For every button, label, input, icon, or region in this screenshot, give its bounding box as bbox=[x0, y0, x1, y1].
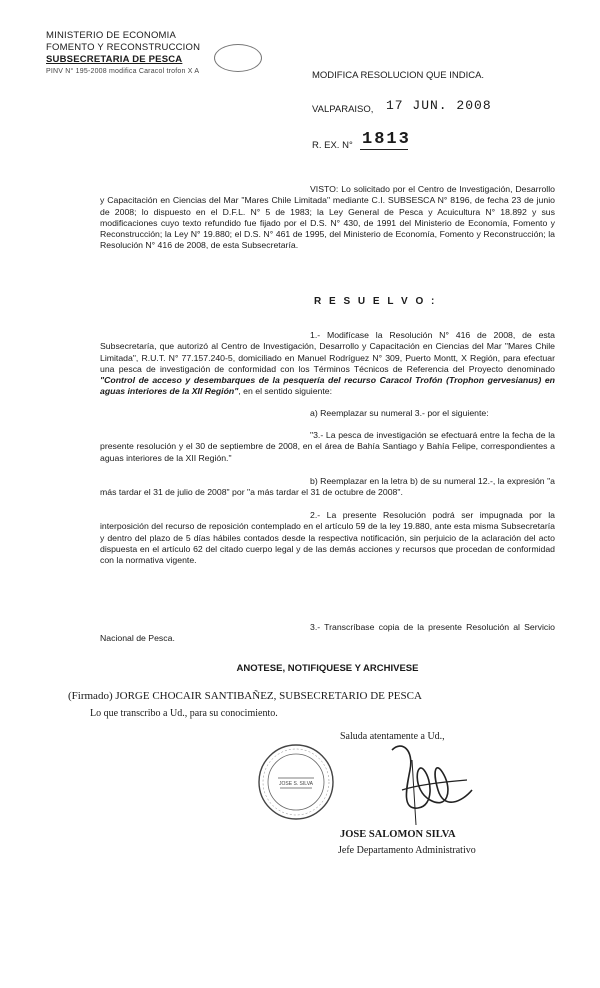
item-2-paragraph: 2.- La presente Resolución podrá ser impugnada por la interposición del recurso de reposición contemplado en el artículo 59 de la ley 19.880, ante esta misma Subsecretaría y dentro del plazo de 5 días hábiles contados desde la respectiva notificación, sin perjuicio de la aclaración del acto dispuesta en el artículo 62 del citado cuerpo legal y de las demás acciones y recursos que procedan de conformidad con la normativa vigente. bbox=[100, 510, 555, 566]
salutation: Saluda atentamente a Ud., bbox=[340, 731, 445, 742]
office-stamp bbox=[214, 44, 262, 72]
visto-paragraph: VISTO: Lo solicitado por el Centro de Investigación, Desarrollo y Capacitación en Ciencias del Mar "Mares Chile Limitada" mediante C.I. SUBSESCA N° 8196, de fecha 23 de junio de 2008; lo dispuesto en el D.F.L. N° 5 de 1983; la Ley General de Pesca y Acuicultura N° 18.892 y sus modificaciones cuyo texto refundido fue fijado por el D.S. N° 430, de 1991 del Ministerio de Economía, Fomento y Reconstrucción; la Ley N° 19.880; el D.S. N° 461 de 1995, del Ministerio de Economía, Fomento y Reconstrucción; la Resolución N° 416 de 2008, de esta Subsecretaría. bbox=[100, 184, 555, 251]
item-1-tail: , en el sentido siguiente: bbox=[238, 386, 333, 397]
svg-text:JOSE S. SILVA: JOSE S. SILVA bbox=[279, 781, 313, 787]
rex-number: 1813 bbox=[362, 130, 411, 149]
item-1-b: b) Reemplazar en la letra b) de su numeral 12.-, la expresión "a más tardar el 31 de julio de 2008" por "a más tardar el 31 de octubre de 2008". bbox=[100, 476, 555, 498]
resuelvo-heading: R E S U E L V O : bbox=[314, 296, 437, 307]
item-1-project: "Control de acceso y desembarques de la pesquería del recurso Caracol Trofón (Trophon gervesianus) en aguas interiores de la XII Región" bbox=[100, 375, 555, 397]
signer-name: JOSE SALOMON SILVA bbox=[340, 829, 456, 840]
closing-formula: ANOTESE, NOTIFIQUESE Y ARCHIVESE bbox=[236, 663, 419, 674]
item-1-paragraph bbox=[100, 330, 555, 398]
item-1-text: 1.- Modifícase la Resolución N° 416 de 2008, de esta Subsecretaría, que autorizó al Centro de Investigación, Desarrollo y Capacitación en Ciencias del Mar "Mares Chile Limitada", R.U.T. N° 77.157.240-5, domiciliado en Manuel Rodríguez N° 309, Puerto Montt, X Región, para efectuar una pesca de investigación de conformidad con los Términos Técnicos de Referencia del Proyecto denominado bbox=[100, 330, 555, 374]
subject-line: MODIFICA RESOLUCION QUE INDICA. bbox=[312, 70, 485, 81]
official-seal bbox=[256, 742, 336, 822]
signed-by-line: (Firmado) JORGE CHOCAIR SANTIBAÑEZ, SUBSECRETARIO DE PESCA bbox=[68, 690, 422, 702]
signer-title: Jefe Departamento Administrativo bbox=[338, 845, 476, 856]
date-stamp: 17 JUN. 2008 bbox=[386, 98, 492, 113]
item-3-paragraph: 3.- Transcríbase copia de la presente Resolución al Servicio Nacional de Pesca. bbox=[100, 622, 555, 644]
subsecretaria-line: SUBSECRETARIA DE PESCA bbox=[46, 54, 183, 65]
ministry-line-2: FOMENTO Y RECONSTRUCCION bbox=[46, 42, 201, 53]
rex-underline bbox=[360, 149, 408, 150]
place-label: VALPARAISO, bbox=[312, 104, 374, 115]
item-1-a-quote: "3.- La pesca de investigación se efectuará entre la fecha de la presente resolución y el 30 de septiembre de 2008, en el área de Bahía Santiago y Bahía Felipe, correspondientes a aguas interiores de la XII Región." bbox=[100, 430, 555, 463]
transcription-line: Lo que transcribo a Ud., para su conocimiento. bbox=[90, 708, 278, 719]
letterhead bbox=[46, 30, 200, 78]
rex-label: R. EX. N° bbox=[312, 140, 353, 151]
item-1-a: a) Reemplazar su numeral 3.- por el siguiente: bbox=[310, 408, 489, 418]
reference-line: PINV N° 195-2008 modifica Caracol trofon X A bbox=[46, 68, 200, 75]
ministry-line-1: MINISTERIO DE ECONOMIA bbox=[46, 30, 177, 41]
handwritten-signature bbox=[372, 730, 482, 830]
